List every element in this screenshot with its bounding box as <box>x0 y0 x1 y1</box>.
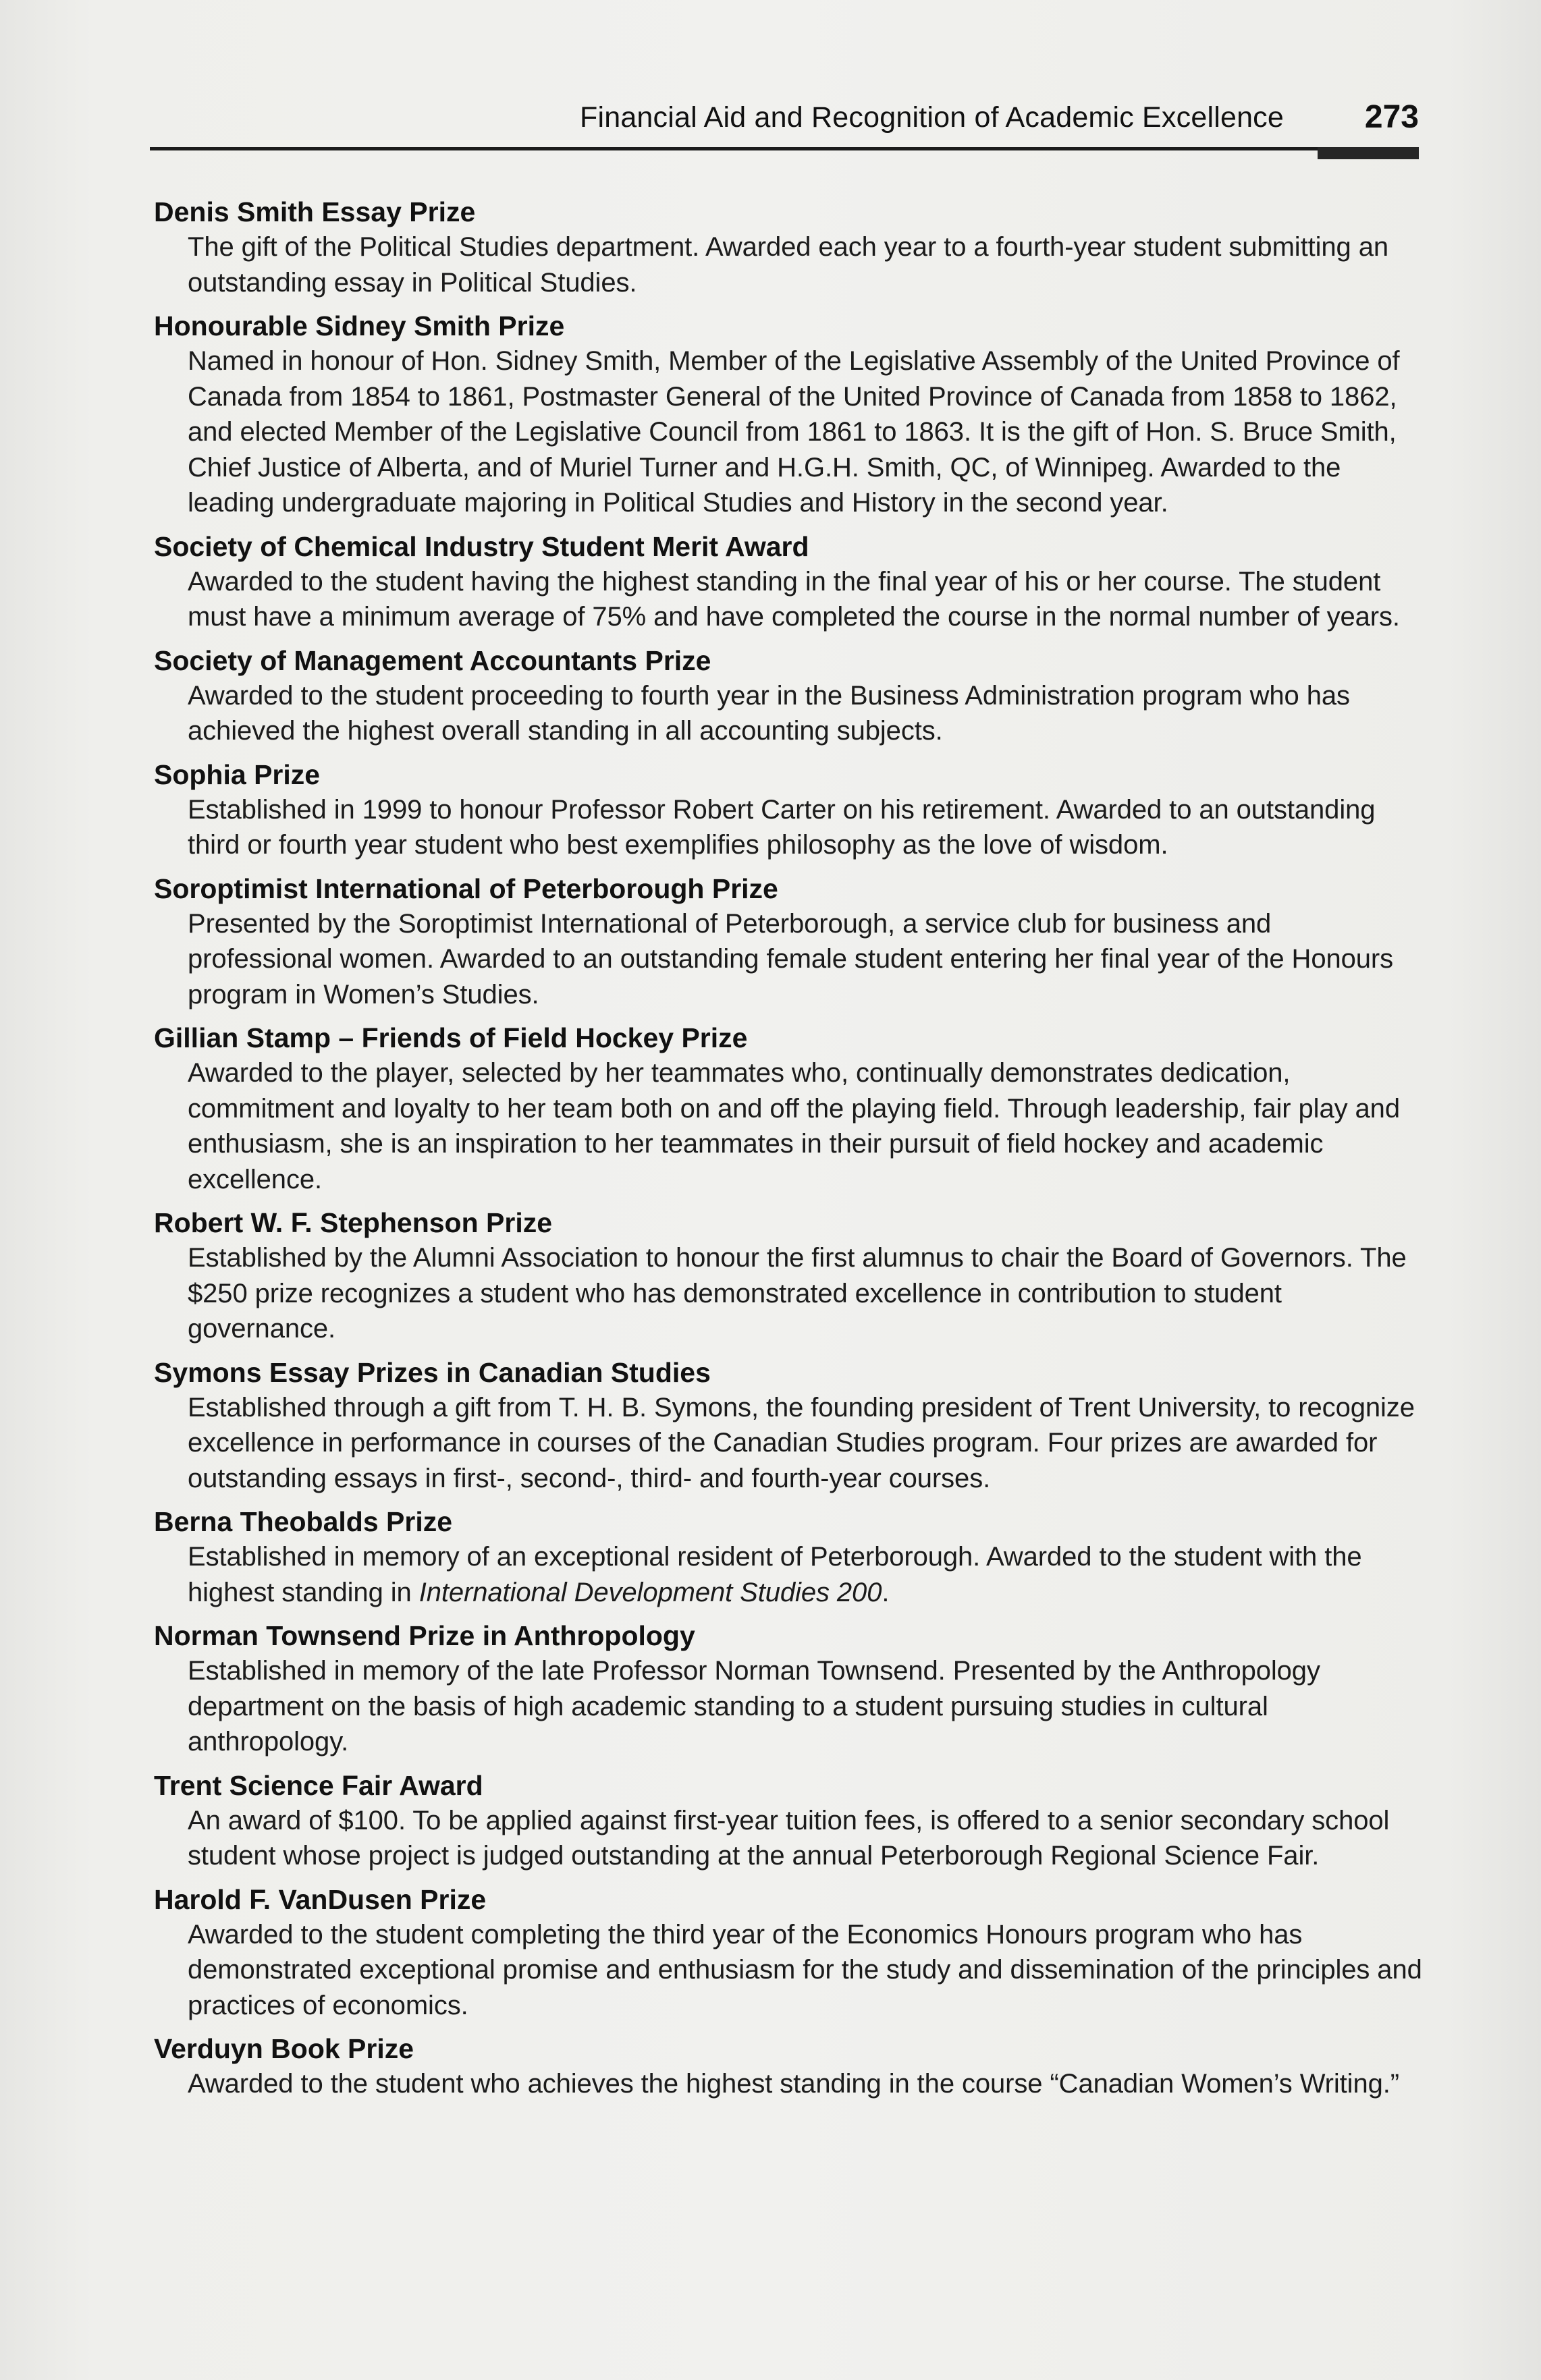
prize-entry <box>154 1504 1423 1610</box>
prize-entry <box>154 1020 1423 1197</box>
header-tab-marker <box>1318 147 1419 159</box>
prize-description <box>188 1539 1423 1610</box>
prize-description-text: Established in memory of an exceptional resident of Peterborough. Awarded to the student with the highest standing in <box>188 1542 1362 1607</box>
prize-description: An award of $100. To be applied against first-year tuition fees, is offered to a senior secondary school student whose project is judged outstanding at the annual Peterborough Regional Science Fair. <box>188 1805 1390 1871</box>
prize-description: Established through a gift from T. H. B. Symons, the founding president of Trent University, to recognize excellence in performance in courses of the Canadian Studies program. Four prizes are awarded for outstanding essays in first-, second-, third- and fourth-year courses. <box>188 1392 1415 1493</box>
prize-list <box>154 194 1423 2110</box>
course-name: International Development Studies 200 <box>418 1577 882 1607</box>
prize-title: Sophia Prize <box>154 758 321 790</box>
prize-title: Trent Science Fair Award <box>154 1769 483 1801</box>
prize-entry <box>154 529 1423 635</box>
prize-description-suffix: . <box>882 1577 890 1607</box>
prize-description: Established by the Alumni Association to honour the first alumnus to chair the Board of Governors. The $250 prize recognizes a student who has demonstrated excellence in contribution to student governance. <box>188 1243 1407 1344</box>
prize-entry <box>154 757 1423 863</box>
prize-description: Awarded to the student having the highest standing in the final year of his or her course. The student must have a minimum average of 75% and have completed the course in the normal number of years. <box>188 566 1400 632</box>
page-number: 273 <box>1364 99 1419 135</box>
prize-entry <box>154 1355 1423 1497</box>
prize-entry <box>154 643 1423 749</box>
prize-description: Established in memory of the late Professor Norman Townsend. Presented by the Anthropology department on the basis of high academic standing to a student pursuing studies in cultural anthropology. <box>188 1656 1320 1756</box>
prize-title: Soroptimist International of Peterborough Prize <box>154 873 778 904</box>
prize-entry <box>154 2031 1423 2102</box>
prize-title: Gillian Stamp – Friends of Field Hockey Prize <box>154 1022 748 1053</box>
prize-entry <box>154 194 1423 300</box>
prize-description: Named in honour of Hon. Sidney Smith, Member of the Legislative Assembly of the United Province of Canada from 1854 to 1861, Postmaster General of the United Province of Canada from 1858 to 1862, and elected Member of the Legislative Council from 1861 to 1863. It is the gift of Hon. S. Bruce Smith, Chief Justice of Alberta, and of Muriel Turner and H.G.H. Smith, QC, of Winnipeg. Awarded to the leading undergraduate majoring in Political Studies and History in the second year. <box>188 346 1400 518</box>
prize-title: Denis Smith Essay Prize <box>154 196 476 227</box>
prize-title: Society of Management Accountants Prize <box>154 644 711 676</box>
prize-entry <box>154 871 1423 1013</box>
prize-description: Awarded to the student proceeding to fourth year in the Business Administration program who has achieved the highest overall standing in all accounting subjects. <box>188 680 1350 746</box>
prize-description: Awarded to the student completing the third year of the Economics Honours program who has demonstrated exceptional promise and enthusiasm for the study and dissemination of the principles and practices of economics. <box>188 1919 1422 2020</box>
prize-title: Symons Essay Prizes in Canadian Studies <box>154 1356 711 1388</box>
prize-title: Honourable Sidney Smith Prize <box>154 310 565 341</box>
prize-entry <box>154 308 1423 521</box>
prize-description: The gift of the Political Studies department. Awarded each year to a fourth-year student submitting an outstanding essay in Political Studies. <box>188 232 1388 298</box>
prize-description: Awarded to the student who achieves the highest standing in the course “Canadian Women’s Writing.” <box>188 2069 1399 2099</box>
prize-entry <box>154 1882 1423 2024</box>
prize-title: Society of Chemical Industry Student Merit Award <box>154 530 809 562</box>
header-rule <box>150 147 1419 150</box>
prize-title: Norman Townsend Prize in Anthropology <box>154 1620 695 1651</box>
page-header <box>150 94 1419 155</box>
prize-description: Presented by the Soroptimist International of Peterborough, a service club for business and professional women. Awarded to an outstanding female student entering her final year of the Honours program in Women’s Studies. <box>188 908 1394 1009</box>
prize-description: Awarded to the player, selected by her teammates who, continually demonstrates dedication, commitment and loyalty to her team both on and off the playing field. Through leadership, fair play and enthusiasm, she is an inspiration to her teammates in their pursuit of field hockey and academic excellence. <box>188 1058 1400 1194</box>
prize-title: Harold F. VanDusen Prize <box>154 1883 487 1915</box>
prize-title: Verduyn Book Prize <box>154 2033 414 2064</box>
prize-title: Robert W. F. Stephenson Prize <box>154 1207 553 1238</box>
prize-entry <box>154 1768 1423 1874</box>
prize-entry <box>154 1205 1423 1347</box>
prize-title: Berna Theobalds Prize <box>154 1506 453 1537</box>
running-title: Financial Aid and Recognition of Academic Excellence <box>579 101 1284 134</box>
prize-description: Established in 1999 to honour Professor Robert Carter on his retirement. Awarded to an outstanding third or fourth year student who best exemplifies philosophy as the love of wisdom. <box>188 794 1376 860</box>
prize-entry <box>154 1618 1423 1760</box>
